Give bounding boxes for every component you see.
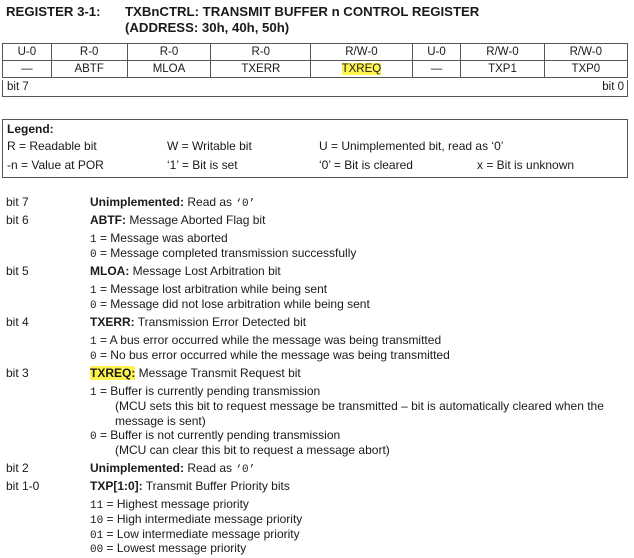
bit-name-highlighted: TXREQ: (90, 366, 136, 380)
option-text: = No bus error occurred while the message was being transmitted (96, 348, 450, 362)
access-cell: R/W-0 (461, 44, 544, 61)
legend-title: Legend: (7, 122, 54, 136)
bit-label: bit 7 (6, 195, 29, 209)
access-cell: R/W-0 (544, 44, 627, 61)
legend-cleared: ‘0’ = Bit is cleared (319, 158, 413, 172)
access-cell: R-0 (127, 44, 211, 61)
bit-cell: TXERR (211, 61, 311, 78)
legend-box (2, 119, 628, 178)
bit-desc: Read as (184, 461, 236, 475)
bit-label: bit 1-0 (6, 479, 40, 493)
access-cell: U-0 (412, 44, 461, 61)
bit6-description (90, 213, 265, 228)
bit-name: Unimplemented: (90, 195, 185, 209)
option-line (90, 246, 356, 263)
legend-writable: W = Writable bit (167, 139, 252, 153)
bit-label: bit 2 (6, 461, 29, 475)
access-cell: R/W-0 (311, 44, 412, 61)
option-text: = Low intermediate message priority (103, 527, 300, 541)
register-bit-table (2, 43, 628, 78)
access-row (3, 44, 628, 61)
option-value: 0 (90, 351, 97, 363)
bit5-description (90, 264, 281, 279)
option-value: 01 (90, 530, 104, 542)
bit-cell: ABTF (51, 61, 127, 78)
option-text: = A bus error occurred while the message was being transmitted (96, 333, 442, 347)
bit-desc: Read as (184, 195, 236, 209)
bit-label: bit 4 (6, 315, 29, 329)
access-cell: U-0 (3, 44, 52, 61)
bit-value: ‘0’ (235, 464, 256, 476)
bit-cell: TXP0 (544, 61, 627, 78)
option-value: 1 (90, 387, 97, 399)
bit-value: ‘0’ (235, 198, 256, 210)
legend-por: -n = Value at POR (7, 158, 104, 172)
option-text: = High intermediate message priority (103, 512, 303, 526)
bitname-row (3, 61, 628, 78)
option-value: 10 (90, 515, 104, 527)
legend-unknown: x = Bit is unknown (477, 158, 575, 172)
bit-order-row (2, 80, 628, 97)
option-value: 1 (90, 285, 97, 297)
legend-set: ‘1’ = Bit is set (167, 158, 238, 172)
bit-name: MLOA: (90, 264, 130, 278)
bit-cell-txreq (311, 61, 412, 78)
option-text: = Buffer is not currently pending transmission (96, 428, 341, 442)
option-line (90, 348, 450, 365)
bit10-description (90, 479, 290, 494)
register-title: TXBnCTRL: TRANSMIT BUFFER n CONTROL REGISTER (125, 4, 480, 19)
bit-name: TXP[1:0]: (90, 479, 143, 493)
highlighted-bit: TXREQ (341, 63, 382, 75)
access-cell: R-0 (211, 44, 311, 61)
option-note: message is sent) (115, 414, 206, 428)
legend-readable: R = Readable bit (7, 139, 97, 153)
access-cell: R-0 (51, 44, 127, 61)
bit2-description (90, 461, 255, 478)
bit-cell: MLOA (127, 61, 211, 78)
option-value: 0 (90, 300, 97, 312)
bit-desc: Message Transmit Request bit (135, 366, 301, 380)
option-text: = Message lost arbitration while being sent (96, 282, 328, 296)
option-text: = Message completed transmission successfully (96, 246, 357, 260)
bit-cell: TXP1 (461, 61, 544, 78)
bit-name: Unimplemented: (90, 461, 185, 475)
option-text: = Buffer is currently pending transmission (96, 384, 321, 398)
bit-label: bit 5 (6, 264, 29, 278)
bit-cell: — (412, 61, 461, 78)
option-value: 1 (90, 336, 97, 348)
option-note: (MCU can clear this bit to request a message abort) (115, 443, 390, 457)
bit-desc: Transmission Error Detected bit (134, 315, 307, 329)
option-note: (MCU sets this bit to request message be transmitted – bit is automatically cleared when the (115, 399, 604, 413)
bit-label: bit 3 (6, 366, 29, 380)
bit-label: bit 6 (6, 213, 29, 227)
bit7-description (90, 195, 255, 212)
option-text: = Lowest message priority (103, 541, 247, 555)
bit-name: ABTF: (90, 213, 126, 227)
lsb-label: bit 0 (602, 81, 624, 93)
option-line (90, 541, 246, 558)
bit-desc: Message Lost Arbitration bit (129, 264, 281, 278)
option-line (90, 297, 370, 314)
bit-desc: Message Aborted Flag bit (126, 213, 266, 227)
option-value: 11 (90, 500, 104, 512)
bit-cell: — (3, 61, 52, 78)
option-value: 1 (90, 234, 97, 246)
option-value: 00 (90, 544, 104, 556)
legend-unimplemented: U = Unimplemented bit, read as ‘0’ (319, 139, 504, 153)
option-value: 0 (90, 431, 97, 443)
option-value: 0 (90, 249, 97, 261)
bit-desc: Transmit Buffer Priority bits (142, 479, 290, 493)
register-address: (ADDRESS: 30h, 40h, 50h) (125, 20, 290, 35)
bit3-description (90, 366, 301, 381)
option-text: = Message did not lose arbitration while being sent (96, 297, 370, 311)
option-text: = Highest message priority (103, 497, 249, 511)
register-id: REGISTER 3-1: (6, 4, 101, 19)
bit-name: TXERR: (90, 315, 135, 329)
msb-label: bit 7 (7, 81, 29, 93)
option-text: = Message was aborted (96, 231, 228, 245)
bit4-description (90, 315, 306, 330)
